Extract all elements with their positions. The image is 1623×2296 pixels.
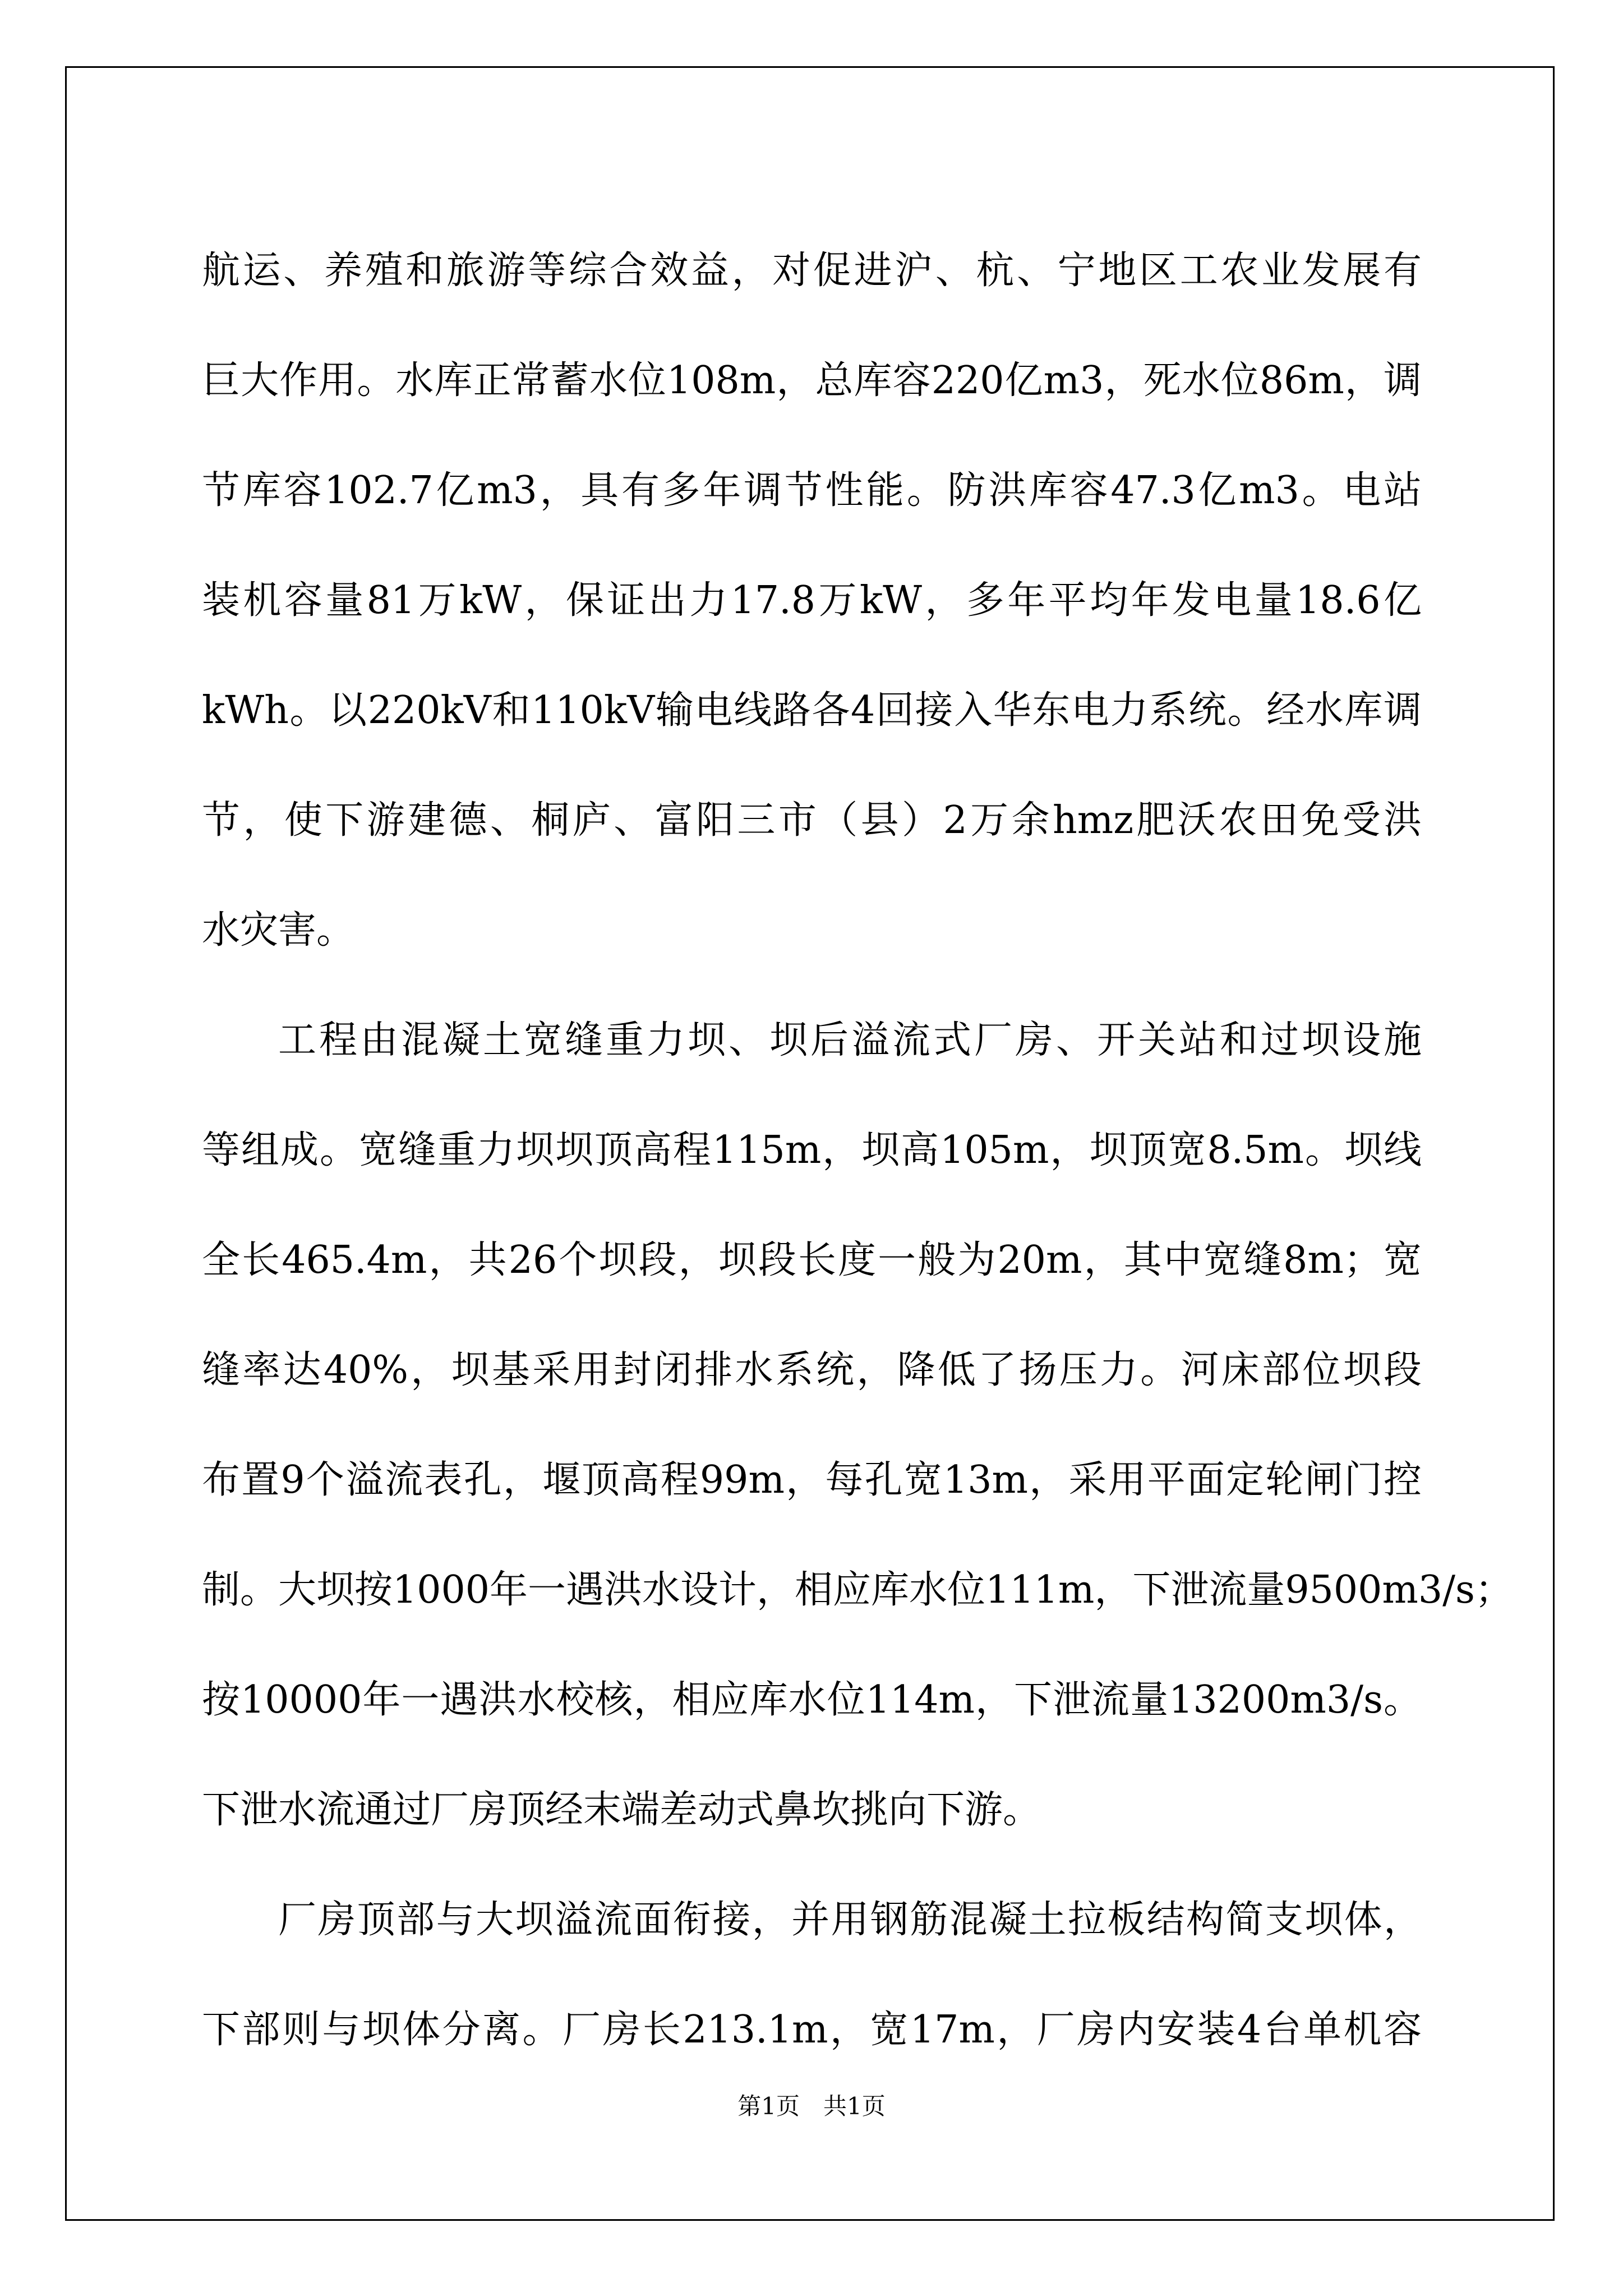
paragraph-line: kWh。以220kV和110kV输电线路各4回接入华东电力系统。经水库调 <box>202 688 1422 733</box>
paragraph-line: 缝率达40%，坝基采用封闭排水系统，降低了扬压力。河床部位坝段 <box>202 1348 1422 1392</box>
paragraph-line: 全长465.4m，共26个坝段，坝段长度一般为20m，其中宽缝8m；宽 <box>202 1238 1422 1282</box>
paragraph-line: 节库容102.7亿m3，具有多年调节性能。防洪库容47.3亿m3。电站 <box>202 468 1422 513</box>
paragraph-line: 等组成。宽缝重力坝坝顶高程115m，坝高105m，坝顶宽8.5m。坝线 <box>202 1128 1422 1172</box>
paragraph-line: 节，使下游建德、桐庐、富阳三市（县）2万余hmz肥沃农田免受洪 <box>202 798 1422 843</box>
paragraph-line: 巨大作用。水库正常蓄水位108m，总库容220亿m3，死水位86m，调 <box>202 358 1422 403</box>
paragraph-line: 下泄水流通过厂房顶经末端差动式鼻坎挑向下游。 <box>202 1788 1041 1832</box>
paragraph-line: 航运、养殖和旅游等综合效益，对促进沪、杭、宁地区工农业发展有 <box>202 249 1422 293</box>
paragraph-line: 制。大坝按1000年一遇洪水设计，相应库水位111m，下泄流量9500m3/s； <box>202 1568 1513 1612</box>
paragraph-line: 水灾害。 <box>202 908 355 953</box>
paragraph-line: 布置9个溢流表孔，堰顶高程99m，每孔宽13m，采用平面定轮闸门控 <box>202 1458 1422 1502</box>
paragraph-line: 下部则与坝体分离。厂房长213.1m，宽17m，厂房内安装4台单机容 <box>202 2008 1422 2052</box>
paragraph-line: 按10000年一遇洪水校核，相应库水位114m，下泄流量13200m3/s。 <box>202 1678 1422 1722</box>
paragraph-line: 装机容量81万kW，保证出力17.8万kW，多年平均年发电量18.6亿 <box>202 578 1422 623</box>
paragraph-line: 厂房顶部与大坝溢流面衔接，并用钢筋混凝土拉板结构简支坝体， <box>278 1898 1422 1942</box>
document-body <box>202 216 1513 2085</box>
paragraph-line: 工程由混凝土宽缝重力坝、坝后溢流式厂房、开关站和过坝设施 <box>278 1018 1422 1062</box>
page-number: 第1页 共1页 <box>737 2092 886 2120</box>
